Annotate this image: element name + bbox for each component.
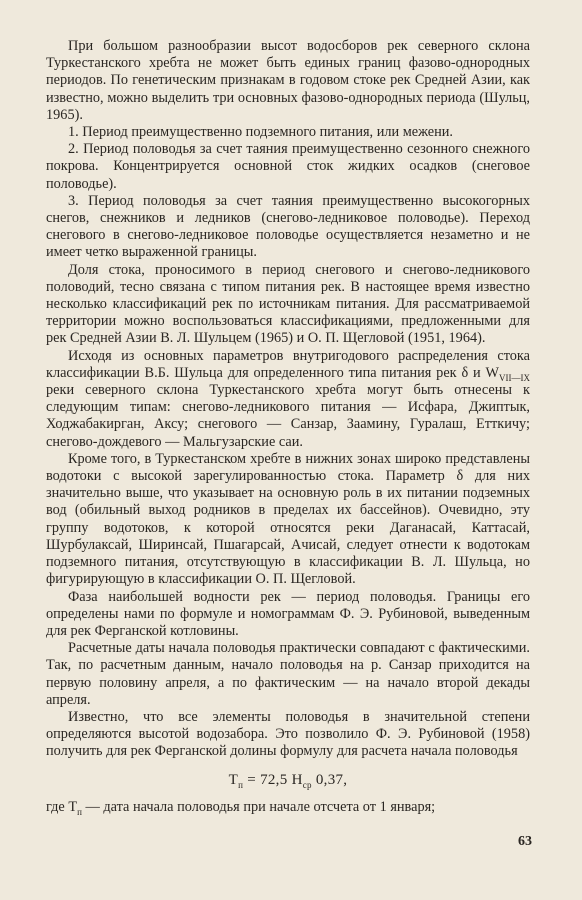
paragraph-flood-phase: Фаза наибольшей водности рек — период половодья. Границы его определены нами по формуле и номограммам Ф. Э. Рубиновой, выведенным для рек Ферганской котловины. — [46, 588, 530, 639]
paragraph-period-3: 3. Период половодья за счет таяния преимущественно высокогорных снегов, снежников и ледников (снегово-ледниковое половодье). Переход снегового в снегово-ледниковое половодье осуществляется незаметно и не имеет четко выраженной границы. — [46, 192, 530, 261]
paragraph-calculated-dates: Расчетные даты начала половодья практически совпадают с фактическими. Так, по расчетным данным, начало половодья на р. Санзар приходится на первую половину апреля, а по фактическим — на начало второй декады апреля. — [46, 640, 530, 708]
paragraph-intro: При большом разнообразии высот водосборов рек северного склона Туркестанского хребта не может быть единых границ фазово-однородных периодов. По генетическим признакам в годовом стоке рек Средней Азии, как известно, можно выделить три основных фазово-однородных периода (Шульц, 1965). — [46, 38, 530, 123]
classification-subscript: VII—IX — [499, 372, 530, 383]
paragraph-classification — [46, 348, 530, 451]
where-rest: — дата начала половодья при начале отсчета от 1 января; — [81, 798, 436, 815]
paragraph-formula-intro: Известно, что все элементы половодья в значительной степени определяются высотой водозабора. Это позволило Ф. Э. Рубиновой (1958) получить для рек Ферганской долины формулу для расчета начала половодья — [46, 708, 530, 760]
formula — [46, 771, 530, 789]
where-sub: п — [77, 806, 82, 817]
formula-lhs-sub: п — [238, 779, 244, 790]
where-start: где T — [46, 798, 78, 815]
page-number: 63 — [518, 834, 532, 849]
classification-rest: реки северного склона Туркестанского хребта могут быть отнесены к следующим типам: снегово-ледникового питания — Исфара, Джиптык, Ходжабакирган, Аксу; снегового — Санзар, Заамину, Гуралаш, Етткичу; снегово-дождевого — Мальгузарские саи. — [46, 382, 530, 450]
paragraph-where — [46, 799, 530, 816]
paragraph-regulated-streams: Кроме того, в Туркестанском хребте в нижних зонах широко представлены водотоки с высокой зарегулированностью стока. Параметр δ для них значительно выше, что указывает на основную роль в их питании подземных вод (обильный выход родников в пределах их бассейнов). Очевидно, эту группу водотоков, к которой относятся реки Даганасай, Каттасай, Шурбулаксай, Ширинсай, Пшагарсай, Ачисай, следует отнести к водотокам подземного питания, отсутствующую в классификации В. Л. Шульца, но фигурирующую в классификации О. П. Щегловой. — [46, 450, 530, 588]
paragraph-runoff-share: Доля стока, проносимого в период снегового и снегово-ледникового половодий, тесно связана с типом питания рек. В настоящее время известно несколько классификаций рек по источникам питания. Для рассматриваемой территории можно воспользоваться классификациями, предложенными для рек Средней Азии В. Л. Шульцем (1965) и О. П. Щегловой (1951, 1964). — [46, 261, 530, 347]
formula-lhs: T — [228, 771, 239, 788]
formula-rhs: 0,37, — [311, 771, 348, 788]
paragraph-period-2: 2. Период половодья за счет таяния преимущественно сезонного снежного покрова. Концентрируется основной сток жидких осадков (снеговое половодье). — [46, 141, 530, 192]
classification-start: Исходя из основных параметров внутригодового распределения стока классификации В.Б. Шульца для определенного типа питания рек δ и W — [46, 347, 530, 381]
formula-mid-sub: ср — [302, 779, 312, 790]
formula-mid: = 72,5 H — [243, 771, 303, 788]
paragraph-period-1: 1. Период преимущественно подземного питания, или межени. — [68, 124, 454, 141]
